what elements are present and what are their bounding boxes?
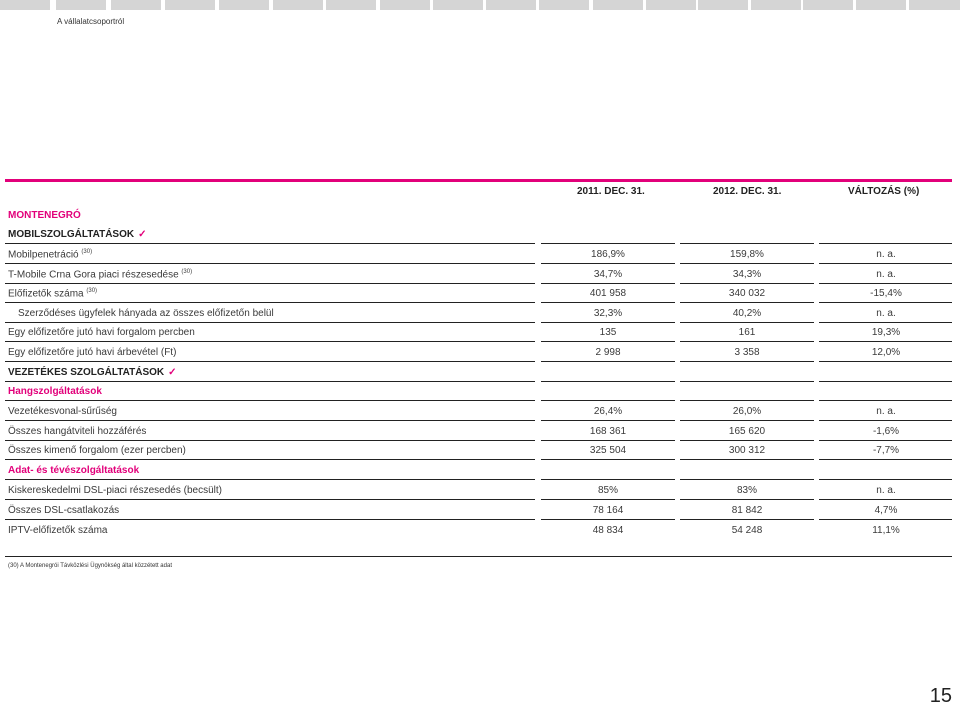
table-top-rule — [5, 179, 952, 182]
row-divider — [541, 243, 675, 244]
row-divider — [819, 499, 952, 500]
cell-2012: 3 358 — [734, 347, 760, 358]
tab-segment — [326, 0, 376, 10]
row-divider — [541, 459, 675, 460]
row-divider — [5, 243, 535, 244]
row-divider — [541, 479, 675, 480]
cell-2012: 300 312 — [728, 445, 766, 456]
row-divider — [819, 400, 952, 401]
row-divider — [680, 243, 814, 244]
cell-change: n. a. — [876, 406, 896, 417]
row-label: Összes kimenő forgalom (ezer percben) — [8, 445, 186, 456]
cell-2012: 340 032 — [728, 288, 766, 299]
row-divider — [819, 519, 952, 520]
table-bottom-rule — [5, 556, 952, 557]
row-divider — [819, 420, 952, 421]
row-label: Előfizetők száma $^{(30)}$ — [8, 288, 98, 300]
tab-segment — [646, 0, 696, 10]
column-header-2011: 2011. DEC. 31. — [577, 186, 645, 197]
row-divider — [819, 263, 952, 264]
row-divider — [5, 302, 535, 303]
cell-2011: 168 361 — [589, 426, 627, 437]
row-divider — [5, 361, 535, 362]
row-divider — [819, 381, 952, 382]
row-divider — [819, 341, 952, 342]
row-divider — [541, 283, 675, 284]
row-divider — [5, 322, 535, 323]
row-label: Egy előfizetőre jutó havi forgalom percben — [8, 327, 195, 338]
cell-2011: 85% — [597, 485, 618, 496]
row-divider — [680, 263, 814, 264]
row-divider — [541, 322, 675, 323]
cell-change: 19,3% — [871, 327, 901, 338]
cell-change: -15,4% — [870, 288, 902, 299]
cell-2012: 40,2% — [732, 308, 762, 319]
cell-2011: 325 504 — [589, 445, 627, 456]
row-divider — [5, 341, 535, 342]
tab-segment — [909, 0, 960, 10]
row-divider — [680, 361, 814, 362]
row-divider — [5, 519, 535, 520]
cell-change: -1,6% — [872, 426, 900, 437]
cell-2012: 165 620 — [728, 426, 766, 437]
cell-change: n. a. — [876, 249, 896, 260]
row-label: MOBILSZOLGÁLTATÁSOK ✓ — [8, 229, 147, 240]
row-divider — [5, 420, 535, 421]
tab-segment — [539, 0, 589, 10]
row-divider — [680, 499, 814, 500]
section-label: A vállalatcsoportról — [57, 17, 125, 26]
row-divider — [541, 341, 675, 342]
row-divider — [541, 263, 675, 264]
cell-change: 12,0% — [871, 347, 901, 358]
cell-2011: 2 998 — [595, 347, 621, 358]
tab-segment — [380, 0, 430, 10]
cell-change: -7,7% — [872, 445, 900, 456]
row-label: Kiskereskedelmi DSL-piaci részesedés (becsült) — [8, 485, 222, 496]
row-divider — [541, 400, 675, 401]
page-number: 15 — [929, 685, 952, 707]
footnote: (30) A Montenegrói Távközlési Ügynökség által közzétett adat — [8, 563, 172, 569]
row-divider — [819, 361, 952, 362]
cell-2012: 54 248 — [731, 525, 763, 536]
row-divider — [680, 400, 814, 401]
row-divider — [680, 459, 814, 460]
row-divider — [680, 322, 814, 323]
row-divider — [819, 243, 952, 244]
tab-segment — [803, 0, 853, 10]
row-divider — [541, 420, 675, 421]
row-divider — [819, 322, 952, 323]
cell-change: 11,1% — [872, 525, 900, 536]
row-divider — [680, 341, 814, 342]
row-divider — [5, 459, 535, 460]
row-divider — [541, 361, 675, 362]
row-divider — [541, 381, 675, 382]
tab-segment — [856, 0, 906, 10]
cell-2011: 135 — [599, 327, 617, 338]
cell-2011: 401 958 — [589, 288, 627, 299]
tab-segment — [698, 0, 748, 10]
row-divider — [819, 459, 952, 460]
tab-segment — [0, 0, 50, 10]
row-divider — [5, 440, 535, 441]
tab-segment — [593, 0, 643, 10]
row-label: Mobilpenetráció $^{(30)}$ — [8, 249, 93, 261]
cell-2012: 26,0% — [732, 406, 762, 417]
row-label: Hangszolgáltatások — [8, 386, 102, 397]
tab-segment — [486, 0, 536, 10]
cell-2011: 32,3% — [593, 308, 623, 319]
cell-2011: 186,9% — [591, 249, 625, 260]
row-divider — [819, 479, 952, 480]
tab-segment — [751, 0, 801, 10]
row-divider — [680, 302, 814, 303]
row-label: IPTV-előfizetők száma — [8, 525, 108, 536]
cell-2012: 159,8% — [730, 249, 764, 260]
row-divider — [541, 302, 675, 303]
tab-segment — [111, 0, 161, 10]
check-icon: ✓ — [138, 229, 147, 240]
row-divider — [541, 499, 675, 500]
cell-2011: 48 834 — [592, 525, 624, 536]
tab-segment — [273, 0, 323, 10]
row-divider — [680, 440, 814, 441]
column-header-change: VÁLTOZÁS (%) — [848, 186, 920, 197]
footnote-ref: (30) — [181, 269, 193, 275]
row-divider — [680, 381, 814, 382]
cell-change: 4,7% — [874, 505, 898, 516]
row-divider — [680, 283, 814, 284]
row-divider — [5, 479, 535, 480]
row-label: Szerződéses ügyfelek hányada az összes előfizetőn belül — [18, 308, 274, 319]
tab-segment — [433, 0, 483, 10]
row-label: VEZETÉKES SZOLGÁLTATÁSOK ✓ — [8, 367, 177, 378]
row-divider — [5, 499, 535, 500]
top-tab-strip — [0, 0, 960, 10]
row-divider — [680, 519, 814, 520]
cell-2012: 161 — [738, 327, 756, 338]
row-label: Adat- és tévészolgáltatások — [8, 465, 140, 476]
cell-2012: 34,3% — [732, 269, 762, 280]
cell-2011: 78 164 — [592, 505, 624, 516]
footnote-ref: (30) — [81, 249, 93, 255]
row-label: MONTENEGRÓ — [8, 210, 81, 221]
row-label: T-Mobile Crna Gora piaci részesedése $^{(30)}$ — [8, 269, 193, 281]
cell-change: n. a. — [876, 308, 896, 319]
check-icon: ✓ — [168, 367, 177, 378]
row-divider — [819, 283, 952, 284]
row-divider — [680, 479, 814, 480]
row-divider — [5, 283, 535, 284]
row-divider — [541, 519, 675, 520]
cell-change: n. a. — [876, 269, 896, 280]
row-label: Egy előfizetőre jutó havi árbevétel (Ft) — [8, 347, 177, 358]
row-divider — [680, 420, 814, 421]
tab-segment — [219, 0, 269, 10]
cell-2011: 26,4% — [593, 406, 623, 417]
row-label: Összes hangátviteli hozzáférés — [8, 426, 147, 437]
tab-segment — [56, 0, 106, 10]
row-divider — [819, 302, 952, 303]
footnote-ref: (30) — [86, 288, 98, 294]
row-label: Összes DSL-csatlakozás — [8, 505, 120, 516]
row-label: Vezetékesvonal-sűrűség — [8, 406, 117, 417]
row-divider — [5, 400, 535, 401]
row-divider — [5, 381, 535, 382]
row-divider — [541, 440, 675, 441]
column-header-2012: 2012. DEC. 31. — [713, 186, 782, 197]
cell-2012: 81 842 — [731, 505, 763, 516]
row-divider — [5, 263, 535, 264]
cell-change: n. a. — [876, 485, 896, 496]
cell-2012: 83% — [736, 485, 757, 496]
tab-segment — [165, 0, 215, 10]
cell-2011: 34,7% — [593, 269, 623, 280]
row-divider — [819, 440, 952, 441]
